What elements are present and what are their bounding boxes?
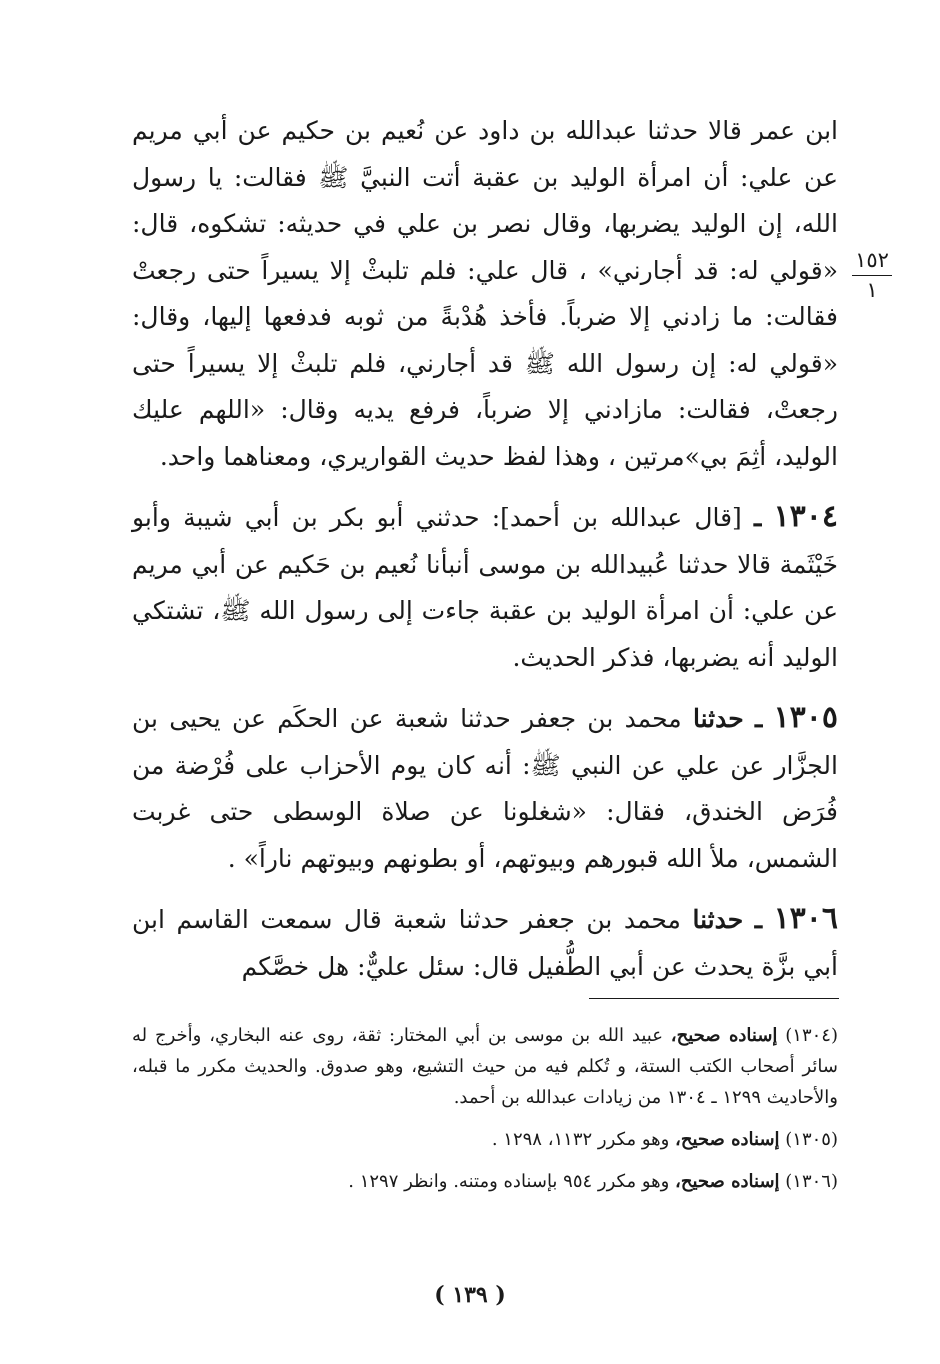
hadith-keyword: حدثنا (692, 704, 744, 733)
footnote-grading: إسناده صحيح، (675, 1171, 780, 1192)
footnote-1306 (132, 1166, 838, 1197)
page-number: ( ١٣٩ ) (434, 1282, 506, 1308)
hadith-separator: ـ (754, 704, 763, 733)
hadith-continuation (132, 108, 838, 480)
footnote-text: وهو مكرر ٩٥٤ بإسناده ومتنه. وانظر ١٢٩٧ . (348, 1171, 670, 1192)
hadith-keyword: حدثنا (692, 905, 744, 934)
hadith-number: ١٣٠٦ (773, 901, 839, 936)
footnote-text: وهو مكرر ١١٣٢، ١٢٩٨ . (491, 1129, 670, 1150)
hadith-text: محمد بن جعفر حدثنا شعبة قال سمعت القاسم ابن أبي بزَّة يحدث عن أبي الطُّفيل قال: سئل عليٌّ: هل خصَّكم (132, 905, 838, 981)
footnote-ref: (١٣٠٦) (785, 1171, 838, 1192)
main-text (132, 108, 838, 990)
footnote-ref: (١٣٠٤) (785, 1025, 838, 1046)
hadith-text: ابن عمر قالا حدثنا عبدالله بن داود عن نُعيم بن حكيم عن أبي مريم عن علي: أن امرأة الوليد بن عقبة أتت النبيَّ ﷺ فقالت: يا رسول الله، إن الوليد يضربها، وقال نصر بن علي في حديثه: تشكوه، قال: «قولي له: قد أجارني» ، قال علي: فلم تلبثْ إلا يسيراً حتى رجعتْ فقالت: ما زادني إلا ضرباً. فأخذ هُدْبةً من ثوبه فدفعها إليها، وقال: «قولي له: إن رسول الله ﷺ قد أجارني، فلم تلبثْ إلا يسيراً حتى رجعتْ، فقالت: مازادني إلا ضرباً، فرفع يديه وقال: «اللهم عليك الوليد، أثِمَ بي»مرتين ، وهذا لفظ حديث القواريري، ومعناهما واحد. (132, 116, 838, 471)
footnote-grading: إسناده صحيح، (675, 1129, 780, 1150)
footnote-divider (589, 998, 839, 999)
hadith-1304 (132, 494, 838, 681)
hadith-separator: ـ (754, 905, 763, 934)
margin-volume-reference (852, 246, 892, 304)
hadith-number: ١٣٠٤ (773, 499, 838, 534)
hadith-number: ١٣٠٥ (773, 700, 838, 735)
footnote-text: عبيد الله بن موسى بن أبي المختار: ثقة، روى عنه البخاري، وأخرج له سائر أصحاب الكتب الستة، و تُكلم فيه من حيث التشيع، وهو صدوق. والحديث مكرر ما قبله، والأحاديث ١٢٩٩ ـ ١٣٠٤ من زيادات عبدالله بن أحمد. (132, 1025, 838, 1108)
hadith-1306 (132, 896, 838, 990)
hadith-text: [قال عبدالله بن أحمد]: حدثني أبو بكر بن أبي شيبة وأبو خَيْثَمة قالا حدثنا عُبيدالله بن موسى أنبأنا نُعيم بن حَكيم عن أبي مريم عن علي: أن امرأة الوليد بن عقبة جاءت إلى رسول الله ﷺ، تشتكي الوليد أنه يضربها، فذكر الحديث. (132, 503, 838, 672)
footnote-ref: (١٣٠٥) (785, 1129, 838, 1150)
footnotes (132, 1020, 838, 1197)
hadith-text: محمد بن جعفر حدثنا شعبة عن الحكَم عن يحيى بن الجزَّار عن علي عن النبي ﷺ: أنه كان يوم الأحزاب على فُرْضة من فُرَض الخندق، فقال: «شغلونا عن صلاة الوسطى حتى غربت الشمس، ملأ الله قبورهم وبيوتهم، أو بطونهم وبيوتهم ناراً» . (132, 704, 838, 873)
hadith-1305 (132, 695, 838, 882)
footnote-grading: إسناده صحيح، (670, 1025, 778, 1046)
margin-reference-top: ١٥٢ (852, 246, 892, 276)
footnote-1305 (132, 1124, 838, 1155)
hadith-separator: ـ (754, 503, 762, 532)
margin-reference-bottom: ١ (866, 278, 878, 302)
footnote-1304 (132, 1020, 838, 1113)
